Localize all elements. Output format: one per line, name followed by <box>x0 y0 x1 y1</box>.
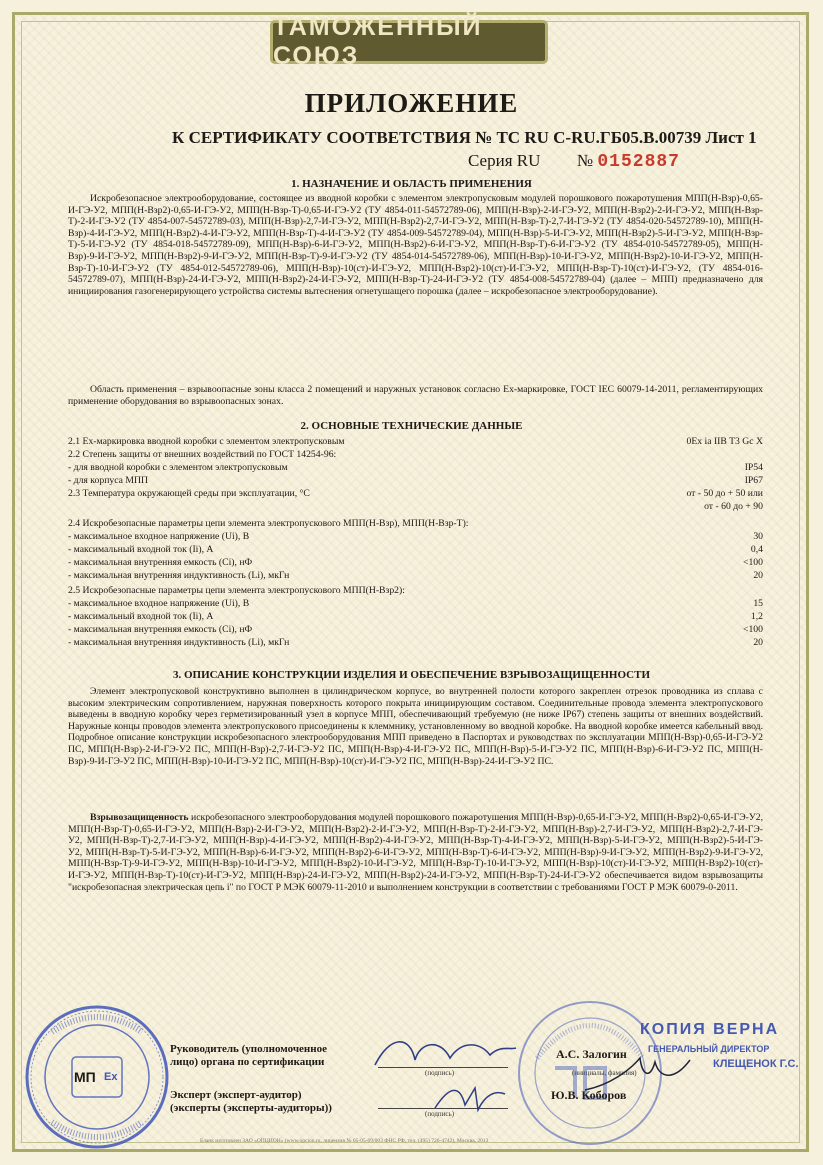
tech-row <box>68 585 763 597</box>
tech-row-value: 20 <box>753 636 763 648</box>
stamp-mp-label: МП <box>74 1069 96 1085</box>
expert-signature <box>430 1080 510 1115</box>
section-3-paragraph-1: Элемент электропусковой конструктивно выполнен в цилиндрическом корпусе, во внутренней полости которого закреплен отрезок проводника из сплава с высоким электрическим сопротивлением, наружная поверхность которого покрыта инициирующим составом. Соединительные провода элемента электропускового выведены в вводную коробку через герметизированный узел в корпусе МПП, обеспечивающий требуемую (не ниже IP67) степень защиты от внешних воздействий. Наружные концы проводов элемента электропускового присоединены к клеммнику, установленному во вводной коробке. На вводной коробке имеется кабельный ввод. Подробное описание конструкции искробезопасного электрооборудования МПП приведено в Паспортах и руководствах по эксплуатации МПП(Н-Взр)-0,65-И-ГЭ-У2 ПС, МПП(Н-Взр)-2-И-ГЭ-У2 ПС, МПП(Н-Взр)-2,7-И-ГЭ-У2 ПС, МПП(Н-Взр)-4-И-ГЭ-У2 ПС, МПП(Н-Взр)-5-И-ГЭ-У2 ПС, МПП(Н-Взр)-6-И-ГЭ-У2 ПС, МПП(Н-Взр)-9-И-ГЭ-У2 ПС, МПП(Н-Взр)-10-И-ГЭ-У2 ПС, МПП(Н-Взр)-10(ст)-И-ГЭ-У2 ПС, МПП(Н-Взр)-24-И-ГЭ-У2 ПС. <box>68 686 763 767</box>
series-line: Серия RU № 0152887 <box>468 151 680 172</box>
tech-row-label: 2.2 Степень защиты от внешних воздействий по ГОСТ 14254-96: <box>68 448 337 460</box>
tech-row-label: - максимальный входной ток (Ii), А <box>68 610 214 622</box>
tech-row <box>68 436 763 448</box>
tech-row-label: - максимальный входной ток (Ii), А <box>68 544 214 556</box>
expert-name: Ю.В. Коборов <box>551 1088 627 1102</box>
expert-label: Эксперт (эксперт-аудитор) (эксперты (эксперты-аудиторы)) <box>170 1089 332 1114</box>
section-3-paragraph-2: Взрывозащищенность искробезопасного электрооборудования модулей порошкового пожаротушения МПП(Н-Взр)-0,65-И-ГЭ-У2, МПП(Н-Взр2)-0,65-И-ГЭ-У2, МПП(Н-Взр-Т)-0,65-И-ГЭ-У2, МПП(Н-Взр)-2-И-ГЭ-У2, МПП(Н-Взр2)-2-И-ГЭ-У2, МПП(Н-Взр-Т)-2-И-ГЭ-У2, МПП(Н-Взр)-2,7-И-ГЭ-У2, МПП(Н-Взр2)-2,7-И-ГЭ-У2, МПП(Н-Взр-Т)-2,7-И-ГЭ-У2, МПП(Н-Взр)-4-И-ГЭ-У2, МПП(Н-Взр2)-4-И-ГЭ-У2, МПП(Н-Взр-Т)-4-И-ГЭ-У2, МПП(Н-Взр)-5-И-ГЭ-У2, МПП(Н-Взр2)-5-И-ГЭ-У2, МПП(Н-Взр-Т)-5-И-ГЭ-У2, МПП(Н-Взр)-6-И-ГЭ-У2, МПП(Н-Взр2)-6-И-ГЭ-У2, МПП(Н-Взр-Т)-6-И-ГЭ-У2, МПП(Н-Взр)-9-И-ГЭ-У2, МПП(Н-Взр2)-9-И-ГЭ-У2, МПП(Н-Взр-Т)-9-И-ГЭ-У2, МПП(Н-Взр)-10-И-ГЭ-У2, МПП(Н-Взр2)-10-И-ГЭ-У2, МПП(Н-Взр-Т)-10-И-ГЭ-У2, МПП(Н-Взр)-10(ст)-И-ГЭ-У2, МПП(Н-Взр2)-10(ст)-И-ГЭ-У2, МПП(Н-Взр-Т)-10(ст)-И-ГЭ-У2, МПП(Н-Взр)-24-И-ГЭ-У2, МПП(Н-Взр2)-24-И-ГЭ-У2, МПП(Н-Взр-Т)-24-И-ГЭ-У2 обеспечивается видом взрывозащиты "искробезопасная электрическая цепь i" по ГОСТ Р МЭК 60079-11-2010 и выполнением конструкции в соответствии с требованиями ГОСТ Р МЭК 60079-0-2011. <box>68 812 763 893</box>
tech-row <box>68 449 763 461</box>
tech-row <box>68 557 763 569</box>
certificate-reference: К СЕРТИФИКАТУ СООТВЕТСТВИЯ № ТС RU С-RU.ГБ05.В.00739 Лист 1 <box>172 128 757 147</box>
director-name: КЛЕЩЕНОК Г.С. <box>713 1058 799 1070</box>
tech-row-label: 2.4 Искробезопасные параметры цепи элемента электропускового МПП(Н-Взр), МПП(Н-Взр-Т): <box>68 518 469 530</box>
tech-row-label: - максимальное входное напряжение (Ui), В <box>68 597 250 609</box>
tech-row-value: 0,4 <box>750 544 763 556</box>
tech-row <box>68 531 763 543</box>
director-signature <box>580 1050 700 1100</box>
tech-row-value: <100 <box>743 557 763 569</box>
tech-row <box>68 611 763 623</box>
tech-row-value: 30 <box>753 531 763 543</box>
tech-row-label: 2.3 Температура окружающей среды при эксплуатации, °С <box>68 487 310 499</box>
certificate-page: ТАМОЖЕННЫЙ СОЮЗ ПРИЛОЖЕНИЕ К СЕРТИФИКАТУ СООТВЕТСТВИЯ № ТС RU С-RU.ГБ05.В.00739 Лист 1 Серия RU № 0152887 1. НАЗНАЧЕНИЕ И ОБЛАСТЬ ПРИМЕНЕНИЯ Искробезопасное электрооборудование, состоящее из вводной коробки с элементом электропусковым модулей порошкового пожаротушения МПП(Н-Взр)-0,65-И-ГЭ-У2, МПП(Н-Взр2)-0,65-И-ГЭ-У2, МПП(Н-Взр-Т)-0,65-И-ГЭ-У2 (ТУ 4854-011-54572789-06), МПП(Н-Взр)-2-И-ГЭ-У2, МПП(Н-Взр2)-2-И-ГЭ-У2, МПП(Н-Взр-Т)-2-И-ГЭ-У2 (ТУ 4854-007-54572789-03), МПП(Н-Взр)-2,7-И-ГЭ-У2, МПП(Н-Взр2)-2,7-И-ГЭ-У2, МПП(Н-Взр-Т)-2,7-И-ГЭ-У2 (ТУ 4854-020-54572789-10), МПП(Н-Взр)-4-И-ГЭ-У2, МПП(Н-Взр2)-4-И-ГЭ-У2, МПП(Н-Взр-Т)-4-И-ГЭ-У2 (ТУ 4854-009-54572789-04), МПП(Н-Взр)-5-И-ГЭ-У2, МПП(Н-Взр2)-5-И-ГЭ-У2, МПП(Н-Взр-Т)-5-И-ГЭ-У2 (ТУ 4854-018-54572789-09), МПП(Н-Взр)-6-И-ГЭ-У2, МПП(Н-Взр2)-6-И-ГЭ-У2, МПП(Н-Взр-Т)-6-И-ГЭ-У2 (ТУ 4854-010-54572789-05), МПП(Н-Взр)-9-И-ГЭ-У2, МПП(Н-Взр2)-9-И-ГЭ-У2, МПП(Н-Взр-Т)-9-И-ГЭ-У2 (ТУ 4854-014-54572789-06), МПП(Н-Взр)-10-И-ГЭ-У2, МПП(Н-Взр2)-10-И-ГЭ-У2, МПП(Н-Взр-Т)-10-И-ГЭ-У2 (ТУ 4854-012-54572789-06), МПП(Н-Взр)-10(ст)-И-ГЭ-У2, МПП(Н-Взр2)-10(ст)-И-ГЭ-У2, МПП(Н-Взр-Т)-10(ст)-И-ГЭ-У2, (ТУ 4854-016-54572789-07), МПП(Н-Взр)-24-И-ГЭ-У2, МПП(Н-Взр2)-24-И-ГЭ-У2, МПП(Н-Взр-Т)-24-И-ГЭ-У2 (ТУ 4854-008-54572789-04) (далее – МПП) предназначено для инициирования газогенерирующего устройства системы вытеснения огнетушащего порошка (далее – искробезопасное электрооборудование). Область применения – взрывоопасные зоны класса 2 помещений и наружных установок согласно Ex-маркировке, ГОСТ IEC 60079-14-2011, регламентирующих применение оборудования во взрывоопасных зонах. 2. ОСНОВНЫЕ ТЕХНИЧЕСКИЕ ДАННЫЕ 2.1 Ex-маркировка вводной коробки с элементом электропусковым 0Ex ia IIB T3 Gc X 2.2 Степень защиты от внешних воздействий по ГОСТ 14254-96: - для вводной коробки с элементом электропусковым IP54 - для корпуса МПП IP67 2.3 Температура окружающей среды при эксплуатации, °С от - 50 до + 50 или от - 60 до + 90 2.4 Искробезопасные параметры цепи элемента электропускового МПП(Н-Взр), МПП(Н-Взр-Т): - максимальное входное напряжение (Ui), В 30 - максимальный входной ток (Ii), А 0,4 - максимальная внутренняя емкость (Ci), нФ <100 - максимальная внутренняя индуктивность (Li), мкГн 20 2.5 Искробезопасные параметры цепи элемента электропускового МПП(Н-Взр2): - максимальное входное напряжение (Ui), В 15 - максимальный входной ток (Ii), А 1,2 - максимальная внутренняя емкость (Ci), нФ <100 - максимальная внутренняя индуктивность (Li), мкГн 20 3. ОПИСАНИЕ КОНСТРУКЦИИ ИЗДЕЛИЯ И ОБЕСПЕЧЕНИЕ ВЗРЫВОЗАЩИЩЕННОСТИ Элемент электропусковой конструктивно выполнен в цилиндрическом корпусе, во внутренней полости которого закреплен отрезок проводника из сплава с высоким электрическим сопротивлением, наружная поверхность которого покрыта инициирующим составом. Соединительные провода элемента электропускового выведены в вводную коробку через герметизированный узел в корпусе МПП, обеспечивающий требуемую (не ниже IP67) степень защиты от внешних воздействий. Наружные концы проводов элемента электропускового присоединены к клеммнику, установленному во вводной коробке. На вводной коробке имеется кабельный ввод. Подробное описание конструкции искробезопасного электрооборудования МПП приведено в Паспортах и руководствах по эксплуатации МПП(Н-Взр)-0,65-И-ГЭ-У2 ПС, МПП(Н-Взр)-2-И-ГЭ-У2 ПС, МПП(Н-Взр)-2,7-И-ГЭ-У2 ПС, МПП(Н-Взр)-4-И-ГЭ-У2 ПС, МПП(Н-Взр)-5-И-ГЭ-У2 ПС, МПП(Н-Взр)-6-И-ГЭ-У2 ПС, МПП(Н-Взр)-9-И-ГЭ-У2 ПС, МПП(Н-Взр)-10-И-ГЭ-У2 ПС, МПП(Н-Взр)-10(ст)-И-ГЭ-У2 ПС, МПП(Н-Взр)-24-И-ГЭ-У2 ПС. Взрывозащищенность искробезопасного электрооборудования модулей порошкового пожаротушения МПП(Н-Взр)-0,65-И-ГЭ-У2, МПП(Н-Взр2)-0,65-И-ГЭ-У2, МПП(Н-Взр-Т)-0,65-И-ГЭ-У2, МПП(Н-Взр)-2-И-ГЭ-У2, МПП(Н-Взр2)-2-И-ГЭ-У2, МПП(Н-Взр-Т)-2-И-ГЭ-У2, МПП(Н-Взр)-2,7-И-ГЭ-У2, МПП(Н-Взр2)-2,7-И-ГЭ-У2, МПП(Н-Взр-Т)-2,7-И-ГЭ-У2, МПП(Н-Взр)-4-И-ГЭ-У2, МПП(Н-Взр2)-4-И-ГЭ-У2, МПП(Н-Взр-Т)-4-И-ГЭ-У2, МПП(Н-Взр)-5-И-ГЭ-У2, МПП(Н-Взр2)-5-И-ГЭ-У2, МПП(Н-Взр-Т)-5-И-ГЭ-У2, МПП(Н-Взр)-6-И-ГЭ-У2, МПП(Н-Взр2)-6-И-ГЭ-У2, МПП(Н-Взр-Т)-6-И-ГЭ-У2, МПП(Н-Взр)-9-И-ГЭ-У2, МПП(Н-Взр2)-9-И-ГЭ-У2, МПП(Н-Взр-Т)-9-И-ГЭ-У2, МПП(Н-Взр)-10-И-ГЭ-У2, МПП(Н-Взр2)-10-И-ГЭ-У2, МПП(Н-Взр-Т)-10-И-ГЭ-У2, МПП(Н-Взр)-10(ст)-И-ГЭ-У2, МПП(Н-Взр2)-10(ст)-И-ГЭ-У2, МПП(Н-Взр-Т)-10(ст)-И-ГЭ-У2, МПП(Н-Взр)-24-И-ГЭ-У2, МПП(Н-Взр2)-24-И-ГЭ-У2, МПП(Н-Взр-Т)-24-И-ГЭ-У2 обеспечивается видом взрывозащиты "искробезопасная электрическая цепь i" по ГОСТ Р МЭК 60079-11-2010 и выполнением конструкции в соответствии с требованиями ГОСТ Р МЭК 60079-0-2011. МП Ex Руководитель (уполномоченное лицо) органа по сертификации Эксперт (эксперт-аудитор) (эксперты (эксперты-аудиторы)) (подпись) (подпись) (инициалы, фамилия) А.С. Залогин Ю.В. Коборов КОПИЯ ВЕРНА ГЕНЕРАЛЬНЫЙ ДИРЕКТОР КЛЕЩЕНОК Г.С. Бланк изготовлен ЗАО «ОПЦИОН» (www.opcion.ru, лицензия № 05-05-09/003 ФНС РФ, тел. (495) 726-4742), Москва, 2013 <box>0 0 823 1165</box>
tech-row-label: - максимальная внутренняя емкость (Ci), нФ <box>68 557 253 569</box>
tech-row <box>68 488 763 500</box>
tech-row-label: - максимальная внутренняя емкость (Ci), нФ <box>68 623 253 635</box>
tech-row <box>68 624 763 636</box>
tech-row <box>68 570 763 582</box>
tech-row-label: 2.1 Ex-маркировка вводной коробки с элементом электропусковым <box>68 436 345 447</box>
tech-row-value: 15 <box>753 597 763 609</box>
head-of-body-label: Руководитель (уполномоченное лицо) органа по сертификации <box>170 1043 327 1068</box>
section-1-paragraph-1: Искробезопасное электрооборудование, состоящее из вводной коробки с элементом электропусковым модулей порошкового пожаротушения МПП(Н-Взр)-0,65-И-ГЭ-У2, МПП(Н-Взр2)-0,65-И-ГЭ-У2, МПП(Н-Взр-Т)-0,65-И-ГЭ-У2 (ТУ 4854-011-54572789-06), МПП(Н-Взр)-2-И-ГЭ-У2, МПП(Н-Взр2)-2-И-ГЭ-У2, МПП(Н-Взр-Т)-2-И-ГЭ-У2 (ТУ 4854-007-54572789-03), МПП(Н-Взр)-2,7-И-ГЭ-У2, МПП(Н-Взр2)-2,7-И-ГЭ-У2, МПП(Н-Взр-Т)-2,7-И-ГЭ-У2 (ТУ 4854-020-54572789-10), МПП(Н-Взр)-4-И-ГЭ-У2, МПП(Н-Взр2)-4-И-ГЭ-У2, МПП(Н-Взр-Т)-4-И-ГЭ-У2 (ТУ 4854-009-54572789-04), МПП(Н-Взр)-5-И-ГЭ-У2, МПП(Н-Взр2)-5-И-ГЭ-У2, МПП(Н-Взр-Т)-5-И-ГЭ-У2 (ТУ 4854-018-54572789-09), МПП(Н-Взр)-6-И-ГЭ-У2, МПП(Н-Взр2)-6-И-ГЭ-У2, МПП(Н-Взр-Т)-6-И-ГЭ-У2 (ТУ 4854-010-54572789-05), МПП(Н-Взр)-9-И-ГЭ-У2, МПП(Н-Взр2)-9-И-ГЭ-У2, МПП(Н-Взр-Т)-9-И-ГЭ-У2 (ТУ 4854-014-54572789-06), МПП(Н-Взр)-10-И-ГЭ-У2, МПП(Н-Взр2)-10-И-ГЭ-У2, МПП(Н-Взр-Т)-10-И-ГЭ-У2 (ТУ 4854-012-54572789-06), МПП(Н-Взр)-10(ст)-И-ГЭ-У2, МПП(Н-Взр2)-10(ст)-И-ГЭ-У2, МПП(Н-Взр-Т)-10(ст)-И-ГЭ-У2, (ТУ 4854-016-54572789-07), МПП(Н-Взр)-24-И-ГЭ-У2, МПП(Н-Взр2)-24-И-ГЭ-У2, МПП(Н-Взр-Т)-24-И-ГЭ-У2 (ТУ 4854-008-54572789-04) (далее – МПП) предназначено для инициирования газогенерирующего устройства системы вытеснения огнетушащего порошка (далее – искробезопасное электрооборудование). <box>68 193 763 297</box>
tech-row <box>68 544 763 556</box>
copy-verified-stamp: КОПИЯ ВЕРНА <box>640 1021 780 1038</box>
customs-union-banner: ТАМОЖЕННЫЙ СОЮЗ <box>270 20 548 64</box>
stamp-ex-label: Ex <box>104 1071 118 1083</box>
section-1-title: 1. НАЗНАЧЕНИЕ И ОБЛАСТЬ ПРИМЕНЕНИЯ <box>291 178 532 190</box>
tech-row <box>68 462 763 474</box>
tech-row-label: - максимальная внутренняя индуктивность (Li), мкГн <box>68 570 290 581</box>
blank-footer: Бланк изготовлен ЗАО «ОПЦИОН» (www.opcion.ru, лицензия № 05-05-09/003 ФНС РФ, тел. (495) 726-4742), Москва, 2013 <box>200 1138 489 1144</box>
tech-row-value: от - 60 до + 90 <box>704 500 763 512</box>
section-1-paragraph-2: Область применения – взрывоопасные зоны класса 2 помещений и наружных установок согласно Ex-маркировке, ГОСТ IEC 60079-14-2011, регламентирующих применение оборудования во взрывоопасных зонах. <box>68 384 763 407</box>
page-title: ПРИЛОЖЕНИЕ <box>304 88 519 118</box>
head-signature <box>370 1030 520 1075</box>
certification-body-stamp <box>22 1002 172 1152</box>
serial-number: 0152887 <box>597 152 680 172</box>
director-title: ГЕНЕРАЛЬНЫЙ ДИРЕКТОР <box>648 1044 770 1054</box>
tech-row-label: - для корпуса МПП <box>68 474 148 486</box>
tech-row <box>68 475 763 487</box>
tech-row-label: 2.5 Искробезопасные параметры цепи элемента электропускового МПП(Н-Взр2): <box>68 584 405 596</box>
tech-row-value: IP67 <box>744 474 763 486</box>
tech-row-value: 1,2 <box>750 610 763 622</box>
tech-row <box>68 501 763 513</box>
tech-row-label: - максимальная внутренняя индуктивность (Li), мкГн <box>68 636 290 648</box>
section-3-title: 3. ОПИСАНИЕ КОНСТРУКЦИИ ИЗДЕЛИЯ И ОБЕСПЕЧЕНИЕ ВЗРЫВОЗАЩИЩЕННОСТИ <box>172 669 651 681</box>
tech-row-label: - максимальное входное напряжение (Ui), В <box>68 531 250 543</box>
tech-row <box>68 637 763 649</box>
tech-row <box>68 598 763 610</box>
tech-row-label: - для вводной коробки с элементом электропусковым <box>68 461 288 473</box>
tech-row-value: IP54 <box>744 461 763 473</box>
head-name: А.С. Залогин <box>556 1047 627 1061</box>
section-2-title: 2. ОСНОВНЫЕ ТЕХНИЧЕСКИЕ ДАННЫЕ <box>300 420 523 432</box>
tech-row-value: 0Ex ia IIB T3 Gc X <box>686 436 763 447</box>
tech-row-value: от - 50 до + 50 или <box>686 487 763 499</box>
tech-row <box>68 518 763 530</box>
tech-row-value: <100 <box>743 623 763 635</box>
tech-row-value: 20 <box>753 570 763 581</box>
